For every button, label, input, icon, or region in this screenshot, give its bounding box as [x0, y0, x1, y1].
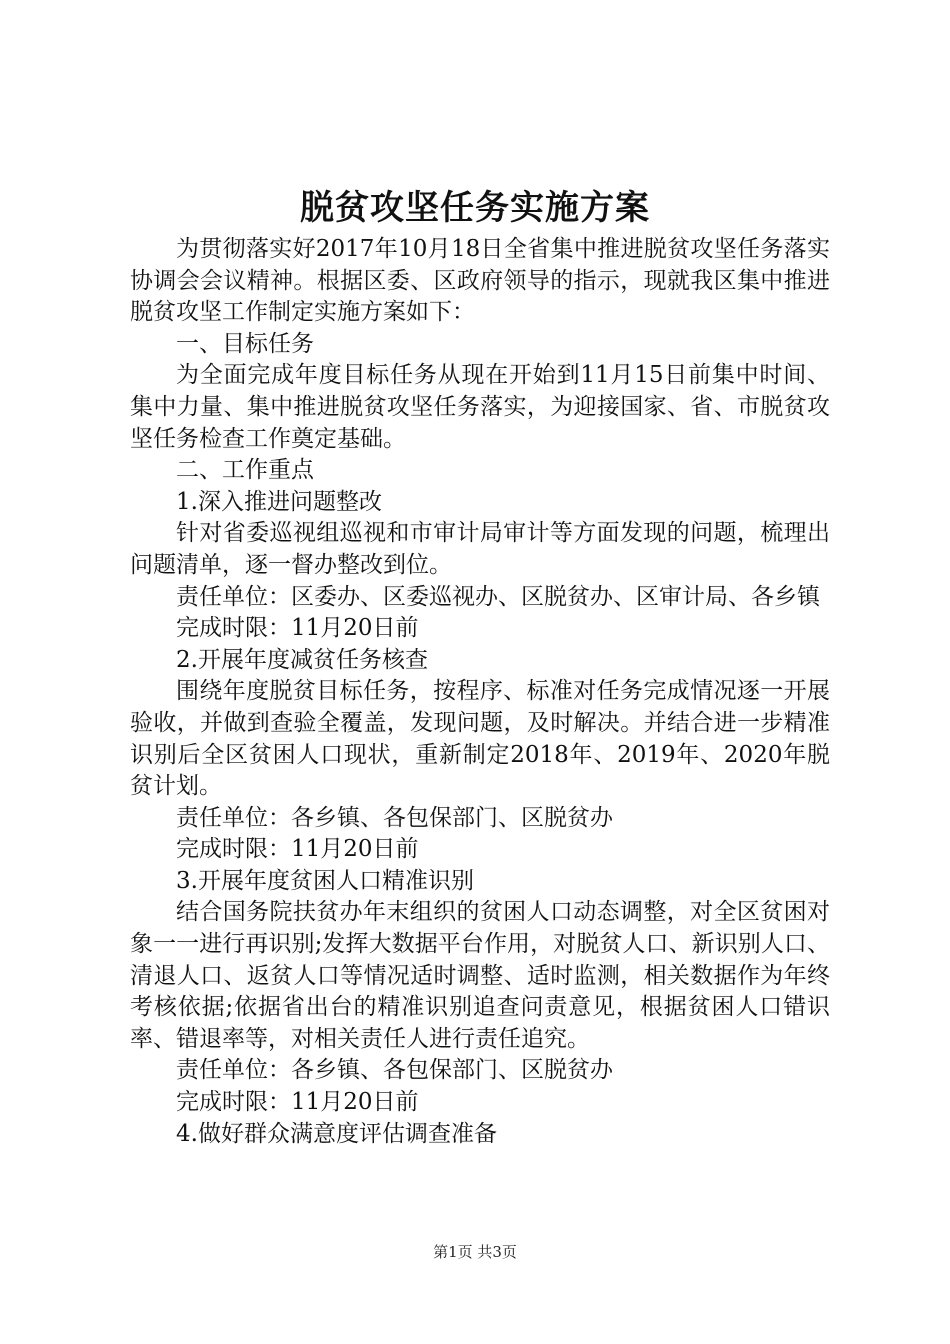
document-body — [130, 234, 830, 1150]
document-title: 脱贫攻坚任务实施方案 — [300, 188, 650, 228]
paragraph-goals: 为全面完成年度目标任务从现在开始到11月15日前集中时间、集中力量、集中推进脱贫攻坚任务落实，为迎接国家、省、市脱贫攻坚任务检查工作奠定基础。 — [130, 362, 830, 452]
section-heading-goals: 一、目标任务 — [176, 330, 314, 357]
subheading-item-4: 4.做好群众满意度评估调查准备 — [176, 1120, 497, 1147]
paragraph-item-3: 结合国务院扶贫办年末组织的贫困人口动态调整，对全区贫困对象一一进行再识别;发挥大数据平台作用，对脱贫人口、新识别人口、清退人口、返贫人口等情况适时调整、适时监测，相关数据作为年终考核依据;依据省出台的精准识别追查问责意见，根据贫困人口错识率、错退率等，对相关责任人进行责任追究。 — [130, 899, 830, 1052]
responsible-units-3: 责任单位：各乡镇、各包保部门、区脱贫办 — [176, 1057, 613, 1084]
deadline-1: 完成时限：11月20日前 — [176, 615, 419, 642]
deadline-2: 完成时限：11月20日前 — [176, 836, 419, 863]
paragraph-intro: 为贯彻落实好2017年10月18日全省集中推进脱贫攻坚任务落实协调会会议精神。根据区委、区政府领导的指示，现就我区集中推进脱贫攻坚工作制定实施方案如下： — [130, 236, 830, 326]
responsible-units-1: 责任单位：区委办、区委巡视办、区脱贫办、区审计局、各乡镇 — [176, 583, 820, 610]
subheading-item-2: 2.开展年度减贫任务核查 — [176, 646, 428, 673]
subheading-item-1: 1.深入推进问题整改 — [176, 488, 382, 515]
section-heading-focus: 二、工作重点 — [176, 457, 314, 484]
paragraph-item-2: 围绕年度脱贫目标任务，按程序、标准对任务完成情况逐一开展验收，并做到查验全覆盖，发现问题，及时解决。并结合进一步精准识别后全区贫困人口现状，重新制定2018年、2019年、2020年脱贫计划。 — [130, 678, 830, 800]
deadline-3: 完成时限：11月20日前 — [176, 1089, 419, 1116]
paragraph-item-1: 针对省委巡视组巡视和市审计局审计等方面发现的问题，梳理出问题清单，逐一督办整改到位。 — [130, 520, 830, 578]
page-number: 第1页 共3页 — [433, 1243, 517, 1261]
responsible-units-2: 责任单位：各乡镇、各包保部门、区脱贫办 — [176, 804, 613, 831]
subheading-item-3: 3.开展年度贫困人口精准识别 — [176, 867, 474, 894]
